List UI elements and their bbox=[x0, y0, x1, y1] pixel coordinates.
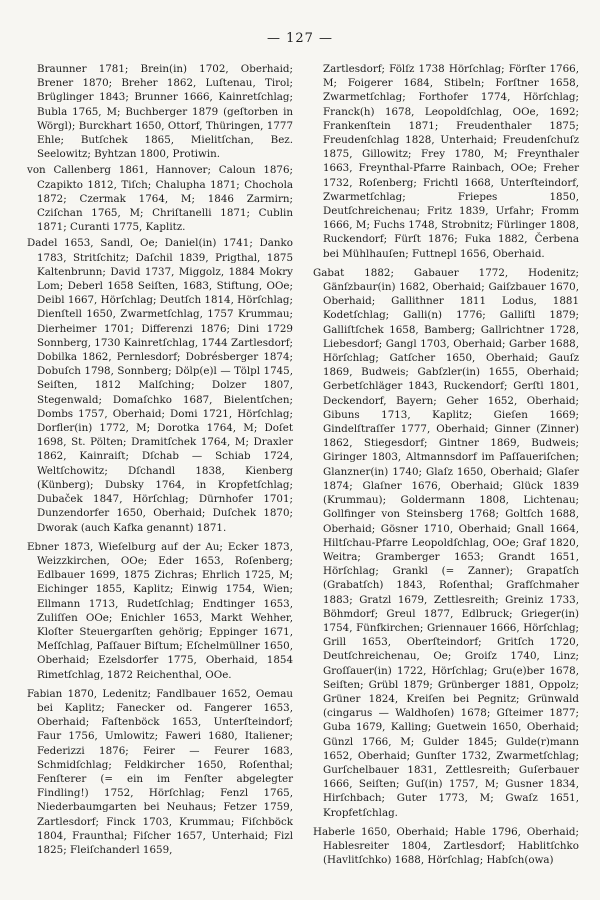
left-column bbox=[27, 62, 293, 859]
right-column bbox=[313, 62, 579, 869]
page-number: — 127 — bbox=[266, 31, 334, 46]
entry-block: Dadel 1653, Sandl, Oe; Daniel(in) 1741; Danko 1783, Stritſchitz; Daſchil 1839, Prigthal, 1875 Kaltenbrunn; David 1737, Miggolz, 1884 Mokry Lom; Deberl 1658 Seiſten, 1683, Stiftung, OOe; Deibl 1667, Hörſchlag; Deutſch 1814, Hörſchlag; Dienſtell 1650, Zwarmetſchlag, 1757 Krummau; Dierheimer 1701; Differenzi 1876; Dini 1729 Sonnberg, 1730 Kainretſchlag, 1744 Zartlesdorf; Dobilka 1862, Pernlesdorf; Dobrésberger 1874; Dobuſch 1798, Sonnberg; Dölp(e)l — Tölpl 1745, Seiſten, 1812 Malſching; Dolzer 1807, Stegenwald; Domaſchko 1687, Bielentſchen; Dombs 1757, Oberhaid; Domi 1721, Hörſchlag; Dorfler(in) 1772, M; Dorotka 1764, M; Doſet 1698, St. Pölten; Dramitſchek 1764, M; Draxler 1862, Kainraiſt; Dſchab — Schiab 1724, Weltſchowitz; Dſchandl 1838, Kienberg (Künberg); Dubsky 1764, in Kropfetſchlag; Dubaček 1847, Hörſchlag; Dürnhofer 1701; Dunzendorfer 1650, Oberhaid; Duſchek 1870; Dworak (auch Kafka genannt) 1871. bbox=[27, 237, 293, 534]
entry-block: Ebner 1873, Wieſelburg auf der Au; Ecker 1873, Weizzkirchen, OOe; Eder 1653, Roſenberg; Edlbauer 1699, 1875 Zichras; Ehrlich 1725, M; Eichinger 1855, Kaplitz; Einwig 1754, Wien; Ellmann 1713, Rudetſchlag; Endtinger 1653, Zuliſſen OOe; Enichler 1653, Markt Wehher, Kloſter Steuergarſten gehörig; Eppinger 1671, Meſſchlag, Paſſauer Biſtum; Eſchelmüllner 1650, Oberhaid; Ezelsdorfer 1775, Oberhaid, 1854 Rimetſchlag, 1872 Reichenthal, OOe. bbox=[27, 540, 293, 681]
entry-block: Haberle 1650, Oberhaid; Hable 1796, Oberhaid; Hablesreiter 1804, Zartlesdorf; Hablitſchko (Havlitſchko) 1688, Hörſchlag; Habſch(owa) bbox=[313, 825, 579, 867]
entry-block: Braunner 1781; Brein(in) 1702, Oberhaid; Brener 1870; Breher 1862, Luſtenau, Tirol; Brüglinger 1843; Brunner 1666, Kainretſchlag; Bubla 1765, M; Buchberger 1879 (geſtorben in Wörgl); Burckhart 1650, Ottorf, Thüringen, 1777 Ehle; Butſchek 1865, Mielitſchan, Bez. Seelowitz; Byhtzan 1800, Protiwin. bbox=[37, 63, 293, 161]
entry-block: Gabat 1882; Gabauer 1772, Hodenitz; Gänſzbaur(in) 1682, Oberhaid; Gaiſzbauer 1670, Oberhaid; Gallithner 1811 Lodus, 1881 Kodetſchlag; Galli(n) 1776; Galliſtl 1879; Galliſtſchek 1658, Bamberg; Gallrichtner 1728, Liebesdorf; Gangl 1703, Oberhaid; Garber 1688, Hörſchlag; Gatſcher 1650, Oberhaid; Gauſz 1869, Budweis; Gabſzler(in) 1655, Oberhaid; Gerbetſchläger 1843, Ruckendorf; Gerſtl 1801, Deckendorf, Bayern; Geher 1652, Oberhaid; Gibuns 1713, Kaplitz; Gieſen 1669; Gindelſtraſſer 1777, Oberhaid; Ginner (Zinner) 1862, Stiegesdorf; Gintner 1869, Budweis; Giringer 1803, Altmannsdorf im Paſſaueriſchen; Glanzner(in) 1740; Glaſz 1650, Oberhaid; Glaſer 1874; Glaſner 1676, Oberhaid; Glück 1839 (Krummau); Goldermann 1808, Lichtenau; Gollfinger von Steinsberg 1768; Goltſch 1688, Oberhaid; Gösner 1710, Oberhaid; Gnall 1664, Hiltſchau-Pfarre Leopoldſchlag, OOe; Graf 1820, Weitra; Gramberger 1653; Grandt 1651, Hörſchlag; Grankl (= Zanner); Grapatſch (Grabatſch) 1843, Roſenthal; Grafſchmaher 1883; Gratzl 1679, Zettlesreith; Greiniz 1733, Böhmdorf; Greul 1877, Edlbruck; Grieger(in) 1754, Fünfkirchen; Griennauer 1666, Hörſchlag; Grill 1653, Oberſteindorf; Gritſch 1720, Deutſchreichenau, Oe; Groiſz 1740, Linz; Groſſauer(in) 1722, Hörſchlag; Gru(e)ber 1678, Seiſten; Grübl 1879; Grünberger 1881, Oppolz; Grüner 1824, Kreiſen bei Pegnitz; Grünwald (cingarus — Waldhoſen) 1678; Gſteimer 1877; Guba 1679, Kalling; Guetwein 1650, Oberhaid; Günzl 1766, M; Gulder 1845; Gulde(r)mann 1652, Oberhaid; Gunſter 1732, Zwarmetſchlag; Gurſchelbauer 1831, Zettlesreith; Guſerbauer 1666, Seiſten; Guſ(in) 1757, M; Gusner 1834, Hirſchbach; Guter 1773, M; Gwaſz 1651, Kropfetſchlag. bbox=[313, 266, 579, 819]
entry-block: Zartlesdorf; Fölſz 1738 Hörſchlag; Förſter 1766, M; Foigerer 1684, Stibeln; Forſtner 1658, Zwarmetſchlag; Forthofer 1774, Hörſchlag; Franck(h) 1678, Leopoldſchlag, OOe, 1692; Frankenſtein 1871; Freudenthaler 1875; Freudenſchlag 1828, Unterhaid; Freudenſchuſz 1875, Gillowitz; Frey 1780, M; Freynthaler 1663, Freynthal-Pfarre Rainbach, OOe; Freher 1732, Roſenberg; Frichtl 1668, Unterſteindorf, Zwarmetſchlag; Friepes 1850, Deutſchreichenau; Fritz 1839, Urfahr; Fromm 1666, M; Fuchs 1748, Strobnitz; Fürlinger 1808, Ruckendorf; Fürſt 1876; Fuka 1882, Čerbena bei Mühlhauſen; Futtnepl 1656, Oberhaid. bbox=[323, 63, 579, 260]
entry-block: von Callenberg 1861, Hannover; Caloun 1876; Czapikto 1812, Tiſch; Chalupha 1871; Chochola 1872; Czermak 1764, M; 1846 Zarmirn; Cziſchan 1765, M; Chriſtanelli 1871; Cublin 1871; Curanti 1775, Kaplitz. bbox=[27, 164, 293, 234]
entry-block: Fabian 1870, Ledenitz; Fandlbauer 1652, Oemau bei Kaplitz; Fanecker od. Fangerer 1653, Oberhaid; Faſtenböck 1653, Unterſteindorf; Faur 1756, Umlowitz; Faweri 1680, Italiener; Federizzi 1876; Feirer — Feurer 1683, Schmidſchlag; Feldkircher 1650, Roſenthal; Fenſterer (= ein im Fenſter abgelegter Findling!) 1752, Hörſchlag; Fenzl 1765, Niederbaumgarten bei Neuhaus; Fetzer 1759, Zartlesdorf; Finck 1703, Krummau; Fiſchböck 1804, Fraunthal; Fiſcher 1657, Unterhaid; Fizl 1825; Fleiſchanderl 1659, bbox=[27, 687, 293, 856]
